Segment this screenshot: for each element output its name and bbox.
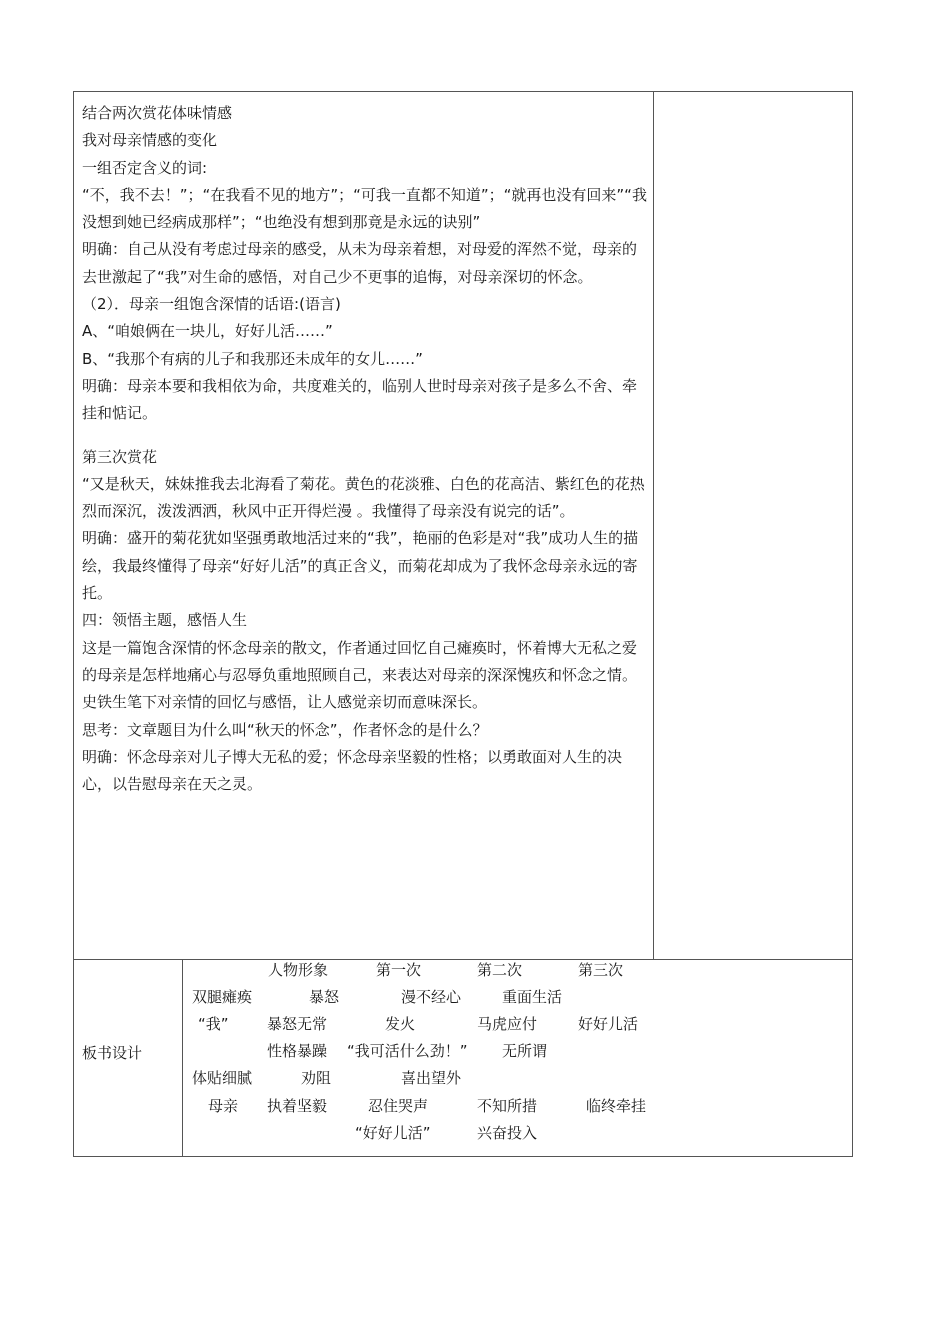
table-divider-row [73,959,853,960]
paragraph: “又是秋天，妹妹推我去北海看了菊花。黄色的花淡雅、白色的花高洁、紫红色的花热烈而深沉，泼泼洒洒，秋风中正开得烂漫 。我懂得了母亲没有说完的话”。 [82,474,645,521]
paragraph-gap [82,428,648,444]
paragraph: 结合两次赏花体味情感 [82,104,233,122]
table-divider-board [182,959,183,1157]
board-cell: 喜出望外 [401,1069,462,1087]
board-cell: 性格暴躁 [267,1042,328,1060]
board-cell: 马虎应付 [477,1015,538,1033]
board-cell: 暴怒无常 [267,1015,328,1033]
board-cell: 兴奋投入 [477,1124,538,1142]
board-cell: 体贴细腻 [192,1069,253,1087]
board-header-cell: 第二次 [477,961,523,979]
paragraph: 明确：自己从没有考虑过母亲的感受，从未为母亲着想，对母爱的浑然不觉，母亲的去世激起了“我”对生命的感悟，对自己少不更事的追悔，对母亲深切的怀念。 [82,240,638,286]
board-cell: “我” [198,1015,229,1033]
section-heading: 第三次赏花 [82,447,158,466]
paragraph: 明确：母亲本要和我相依为命，共度难关的，临别人世时母亲对孩子是多么不舍、牵挂和惦记。 [82,376,638,423]
board-header-cell: 第一次 [376,961,422,979]
board-cell: 发火 [385,1015,416,1033]
board-cell: “我可活什么劲！” [347,1042,468,1060]
paragraph: 一组否定含义的词: [82,158,208,177]
board-cell: 暴怒 [309,988,340,1006]
board-cell: 临终牵挂 [586,1097,647,1115]
board-cell: “好好儿活” [355,1124,431,1142]
board-cell: 忍住哭声 [368,1097,429,1115]
board-cell: 漫不经心 [401,988,462,1006]
paragraph: A、“咱娘俩在一块儿，好好儿活……” [82,322,333,341]
paragraph: “不，我不去！”；“在我看不见的地方”；“可我一直都不知道”；“就再也没有回来”“我没想到她已经病成那样”；“也绝没有想到那竟是永远的诀别” [82,185,647,232]
board-cell: 母亲 [208,1097,239,1115]
section-heading: 四：领悟主题，感悟人生 [82,611,248,630]
board-cell: 双腿瘫痪 [192,988,253,1006]
paragraph: 明确：盛开的菊花犹如坚强勇敢地活过来的“我”，艳丽的色彩是对“我”成功人生的描绘，我最终懂得了母亲“好好儿活”的真正含义，而菊花却成为了我怀念母亲永远的寄托。 [82,529,639,603]
paragraph: 我对母亲情感的变化 [82,131,218,150]
table-divider-right [653,91,654,960]
paragraph: 思考：文章题目为什么叫“秋天的怀念”，作者怀念的是什么？ [82,720,488,739]
board-cell: 劝阻 [301,1069,332,1087]
board-cell: 无所谓 [502,1042,548,1060]
lesson-content [82,100,648,798]
paragraph: （2）．母亲一组饱含深情的话语:(语言) [82,295,341,314]
paragraph: 明确：怀念母亲对儿子博大无私的爱；怀念母亲坚毅的性格；以勇敢面对人生的决心，以告慰母亲在天之灵。 [82,747,623,794]
board-header-cell: 人物形象 [268,961,329,979]
paragraph: B、“我那个有病的儿子和我那还未成年的女儿……” [82,349,423,368]
board-cell: 执着坚毅 [267,1097,328,1115]
board-cell: 重面生活 [502,988,563,1006]
board-cell: 好好儿活 [578,1015,639,1033]
board-design-label: 板书设计 [82,1044,143,1062]
board-cell: 不知所措 [477,1097,538,1115]
board-header-cell: 第三次 [578,961,624,979]
paragraph: 这是一篇饱含深情的怀念母亲的散文，作者通过回忆自己瘫痪时，怀着博大无私之爱的母亲是怎样地痛心与忍辱负重地照顾自己，来表达对母亲的深深愧疚和怀念之情。史铁生笔下对亲情的回忆与感悟，让人感觉亲切而意味深长。 [82,638,638,712]
